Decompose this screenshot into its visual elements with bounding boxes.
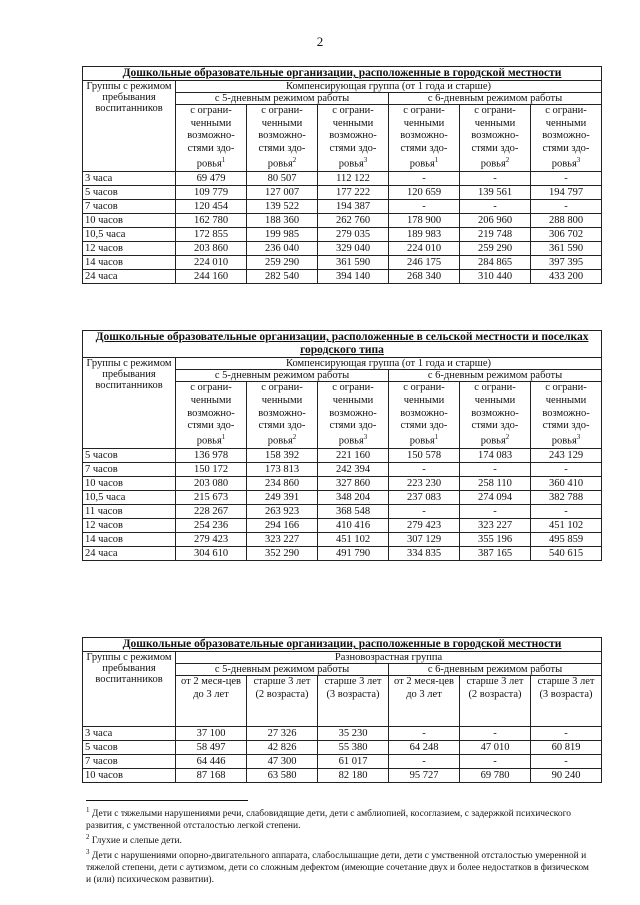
table-cell: 150 172 [176, 462, 247, 476]
subcolumn-header: с ограни-ченными возможно-стями здо-ровья$^2$ [460, 105, 531, 171]
table-cell: 206 960 [460, 213, 531, 227]
row-label: 7 часов [83, 199, 176, 213]
table-cell: 178 900 [389, 213, 460, 227]
table-cell: 80 507 [247, 171, 318, 185]
table-cell: - [531, 727, 602, 741]
row-label: 10 часов [83, 213, 176, 227]
table-cell: 254 236 [176, 518, 247, 532]
table-row [83, 171, 602, 185]
subcolumn-header: с ограни-ченными возможно-стями здо-ровья$^1$ [176, 105, 247, 171]
table-cell: 307 129 [389, 532, 460, 546]
table-cell: 410 416 [318, 518, 389, 532]
table-row [83, 769, 602, 783]
group-type-header: Разновозрастная группа [176, 652, 602, 664]
subcolumn-header: старше 3 лет (3 возраста) [531, 676, 602, 727]
footnote-mark: 1 [221, 432, 226, 441]
group-header: Группы с режимом пребывания воспитанников [83, 81, 176, 172]
table-cell: - [531, 199, 602, 213]
table-cell: - [389, 462, 460, 476]
table-cell: 234 860 [247, 476, 318, 490]
row-label: 10,5 часа [83, 227, 176, 241]
footnote-mark: 2 [505, 432, 510, 441]
footnote-mark: 2 [292, 432, 297, 441]
table-row [83, 741, 602, 755]
table-cell: 361 590 [531, 241, 602, 255]
subcolumn-header: с ограни-ченными возможно-стями здо-ровья$^3$ [318, 105, 389, 171]
table-cell: 42 826 [247, 741, 318, 755]
table-cell: 127 007 [247, 185, 318, 199]
six-day-header: с 6-дневным режимом работы [389, 664, 602, 676]
tariff-table-2 [82, 330, 602, 561]
row-label: 11 часов [83, 504, 176, 518]
table-cell: 112 122 [318, 171, 389, 185]
subcolumn-header: от 2 меся-цев до 3 лет [176, 676, 247, 727]
table-cell: 64 248 [389, 741, 460, 755]
row-label: 12 часов [83, 518, 176, 532]
table-cell: 120 659 [389, 185, 460, 199]
subcolumn-header: с ограни-ченными возможно-стями здо-ровья$^2$ [247, 382, 318, 448]
table-cell: 258 110 [460, 476, 531, 490]
table-cell: 268 340 [389, 269, 460, 283]
table-cell: 69 479 [176, 171, 247, 185]
table-cell: 27 326 [247, 727, 318, 741]
table-row [83, 199, 602, 213]
table-cell: 90 240 [531, 769, 602, 783]
row-label: 14 часов [83, 255, 176, 269]
table-row [83, 185, 602, 199]
row-label: 5 часов [83, 448, 176, 462]
table-cell: 215 673 [176, 490, 247, 504]
table-cell: 304 610 [176, 546, 247, 560]
table-cell: 368 548 [318, 504, 389, 518]
footnote-mark: 1 [434, 432, 439, 441]
subcolumn-header: от 2 меся-цев до 3 лет [389, 676, 460, 727]
footnote-mark: 2 [505, 155, 510, 164]
table-cell: 158 392 [247, 448, 318, 462]
table-cell: 228 267 [176, 504, 247, 518]
table-cell: 139 522 [247, 199, 318, 213]
table-cell: 279 035 [318, 227, 389, 241]
table-cell: 150 578 [389, 448, 460, 462]
table-cell: 495 859 [531, 532, 602, 546]
table-row [83, 241, 602, 255]
table-cell: 327 860 [318, 476, 389, 490]
table-cell: 61 017 [318, 755, 389, 769]
table-cell: 221 160 [318, 448, 389, 462]
table-row [83, 755, 602, 769]
subcolumn-header: с ограни-ченными возможно-стями здо-ровья$^3$ [531, 105, 602, 171]
table-cell: 279 423 [176, 532, 247, 546]
table-cell: 120 454 [176, 199, 247, 213]
table-cell: 249 391 [247, 490, 318, 504]
row-label: 3 часа [83, 171, 176, 185]
table-cell: 58 497 [176, 741, 247, 755]
table-row [83, 504, 602, 518]
table-cell: 274 094 [460, 490, 531, 504]
table-row [83, 462, 602, 476]
table-title: Дошкольные образовательные организации, расположенные в городской местности [83, 67, 602, 81]
table-cell: 433 200 [531, 269, 602, 283]
table-cell: 203 860 [176, 241, 247, 255]
table-cell: 139 561 [460, 185, 531, 199]
subcolumn-header: с ограни-ченными возможно-стями здо-ровья$^1$ [389, 382, 460, 448]
tariff-table-1 [82, 66, 602, 284]
table-row [83, 532, 602, 546]
table-cell: 55 380 [318, 741, 389, 755]
table-cell: 243 129 [531, 448, 602, 462]
five-day-header: с 5-дневным режимом работы [176, 93, 389, 105]
table-cell: 224 010 [389, 241, 460, 255]
table-cell: 37 100 [176, 727, 247, 741]
footnote-3: $^3$ Дети с нарушениями опорно-двигательного аппарата, слабослышащие дети, дети с умственной отсталостью умеренной и тяжелой степени, дети с аутизмом, дети со сложным дефектом (имеющие сочетание двух и более недостатков в физическом и (или) психическом развитии). [86, 847, 589, 885]
row-label: 10,5 часа [83, 490, 176, 504]
table-cell: - [460, 462, 531, 476]
table-row [83, 448, 602, 462]
table-cell: - [389, 199, 460, 213]
group-type-header: Компенсирующая группа (от 1 года и старше) [176, 81, 602, 93]
table-cell: 194 387 [318, 199, 389, 213]
table-cell: 334 835 [389, 546, 460, 560]
footnotes [86, 806, 591, 887]
table-cell: 109 779 [176, 185, 247, 199]
table-cell: 387 165 [460, 546, 531, 560]
table-cell: 263 923 [247, 504, 318, 518]
table-cell: 284 865 [460, 255, 531, 269]
table-cell: - [531, 755, 602, 769]
table-cell: 136 978 [176, 448, 247, 462]
row-label: 3 часа [83, 727, 176, 741]
table-cell: - [460, 727, 531, 741]
footnote-1: $^1$ Дети с тяжелыми нарушениями речи, слабовидящие дети, дети с амблиопией, косоглазием, с задержкой психического развития, с умственной отсталостью легкой степени. [86, 806, 572, 832]
footnote-mark: 2 [292, 155, 297, 164]
table-cell: - [389, 171, 460, 185]
table-cell: 329 040 [318, 241, 389, 255]
row-label: 10 часов [83, 769, 176, 783]
footnote-mark: 3 [363, 155, 368, 164]
table-cell: - [389, 727, 460, 741]
table-cell: 360 410 [531, 476, 602, 490]
table-cell: - [460, 755, 531, 769]
table-cell: 223 230 [389, 476, 460, 490]
table-cell: 242 394 [318, 462, 389, 476]
table-row [83, 227, 602, 241]
table-cell: 323 227 [460, 518, 531, 532]
row-label: 12 часов [83, 241, 176, 255]
table-cell: 279 423 [389, 518, 460, 532]
table-row [83, 269, 602, 283]
table-cell: 294 166 [247, 518, 318, 532]
subcolumn-header: старше 3 лет (3 возраста) [318, 676, 389, 727]
table-cell: 194 797 [531, 185, 602, 199]
table-cell: 540 615 [531, 546, 602, 560]
table-cell: - [531, 504, 602, 518]
subcolumn-header: с ограни-ченными возможно-стями здо-ровья$^2$ [247, 105, 318, 171]
table-cell: 47 300 [247, 755, 318, 769]
table-cell: 451 102 [531, 518, 602, 532]
footnote-mark: 1 [221, 155, 226, 164]
table-row [83, 476, 602, 490]
table-cell: 352 290 [247, 546, 318, 560]
table-row [83, 213, 602, 227]
table-row [83, 518, 602, 532]
table-cell: 219 748 [460, 227, 531, 241]
table-cell: - [389, 504, 460, 518]
table-row [83, 546, 602, 560]
table-cell: 397 395 [531, 255, 602, 269]
footnote-mark: 3 [363, 432, 368, 441]
six-day-header: с 6-дневным режимом работы [389, 93, 602, 105]
subcolumn-header: с ограни-ченными возможно-стями здо-ровья$^1$ [176, 382, 247, 448]
tariff-table-3 [82, 637, 602, 783]
table-cell: - [460, 504, 531, 518]
table-cell: 246 175 [389, 255, 460, 269]
footnote-mark: 1 [434, 155, 439, 164]
table-cell: 63 580 [247, 769, 318, 783]
subcolumn-header: старше 3 лет (2 возраста) [460, 676, 531, 727]
row-label: 14 часов [83, 532, 176, 546]
group-header: Группы с режимом пребывания воспитанников [83, 358, 176, 449]
table-cell: 348 204 [318, 490, 389, 504]
table-cell: 203 080 [176, 476, 247, 490]
row-label: 24 часа [83, 269, 176, 283]
table-cell: 189 983 [389, 227, 460, 241]
table-cell: 394 140 [318, 269, 389, 283]
group-type-header: Компенсирующая группа (от 1 года и старше) [176, 358, 602, 370]
row-label: 7 часов [83, 462, 176, 476]
table-cell: 259 290 [460, 241, 531, 255]
table-cell: - [389, 755, 460, 769]
table-cell: 47 010 [460, 741, 531, 755]
table-cell: 172 855 [176, 227, 247, 241]
table-cell: 451 102 [318, 532, 389, 546]
table-cell: 288 800 [531, 213, 602, 227]
table-cell: 188 360 [247, 213, 318, 227]
footnote-divider [86, 800, 248, 801]
table-cell: 355 196 [460, 532, 531, 546]
table-cell: 259 290 [247, 255, 318, 269]
table-cell: 173 813 [247, 462, 318, 476]
page-number: 2 [316, 34, 324, 49]
subcolumn-header: с ограни-ченными возможно-стями здо-ровья$^1$ [389, 105, 460, 171]
table-cell: 310 440 [460, 269, 531, 283]
row-label: 10 часов [83, 476, 176, 490]
table-row [83, 255, 602, 269]
table-cell: 224 010 [176, 255, 247, 269]
table-cell: 174 083 [460, 448, 531, 462]
row-label: 24 часа [83, 546, 176, 560]
group-header: Группы с режимом пребывания воспитанников [83, 652, 176, 727]
table-cell: 262 760 [318, 213, 389, 227]
table-cell: 244 160 [176, 269, 247, 283]
table-cell: 237 083 [389, 490, 460, 504]
table-cell: - [531, 171, 602, 185]
table-cell: - [531, 462, 602, 476]
subcolumn-header: старше 3 лет (2 возраста) [247, 676, 318, 727]
table-cell: 306 702 [531, 227, 602, 241]
footnote-mark: 3 [576, 432, 581, 441]
footnote-mark: 3 [576, 155, 581, 164]
table-row [83, 490, 602, 504]
subcolumn-header: с ограни-ченными возможно-стями здо-ровья$^2$ [460, 382, 531, 448]
table-cell: 323 227 [247, 532, 318, 546]
table-cell: 199 985 [247, 227, 318, 241]
subcolumn-header: с ограни-ченными возможно-стями здо-ровья$^3$ [531, 382, 602, 448]
table-title: Дошкольные образовательные организации, расположенные в городской местности [83, 638, 602, 652]
row-label: 5 часов [83, 185, 176, 199]
table-cell: 282 540 [247, 269, 318, 283]
table-row [83, 727, 602, 741]
table-cell: 162 780 [176, 213, 247, 227]
row-label: 5 часов [83, 741, 176, 755]
table-cell: 236 040 [247, 241, 318, 255]
five-day-header: с 5-дневным режимом работы [176, 370, 389, 382]
table-cell: 35 230 [318, 727, 389, 741]
table-cell: 69 780 [460, 769, 531, 783]
table-cell: 361 590 [318, 255, 389, 269]
five-day-header: с 5-дневным режимом работы [176, 664, 389, 676]
table-cell: 177 222 [318, 185, 389, 199]
subcolumn-header: с ограни-ченными возможно-стями здо-ровья$^3$ [318, 382, 389, 448]
table-title: Дошкольные образовательные организации, расположенные в сельской местности и поселках городского типа [83, 331, 602, 358]
table-cell: - [460, 199, 531, 213]
table-cell: - [460, 171, 531, 185]
table-cell: 87 168 [176, 769, 247, 783]
table-cell: 60 819 [531, 741, 602, 755]
footnote-2: $^2$ Глухие и слепые дети. [86, 832, 182, 847]
table-cell: 64 446 [176, 755, 247, 769]
table-cell: 491 790 [318, 546, 389, 560]
six-day-header: с 6-дневным режимом работы [389, 370, 602, 382]
row-label: 7 часов [83, 755, 176, 769]
table-cell: 95 727 [389, 769, 460, 783]
table-cell: 82 180 [318, 769, 389, 783]
table-cell: 382 788 [531, 490, 602, 504]
